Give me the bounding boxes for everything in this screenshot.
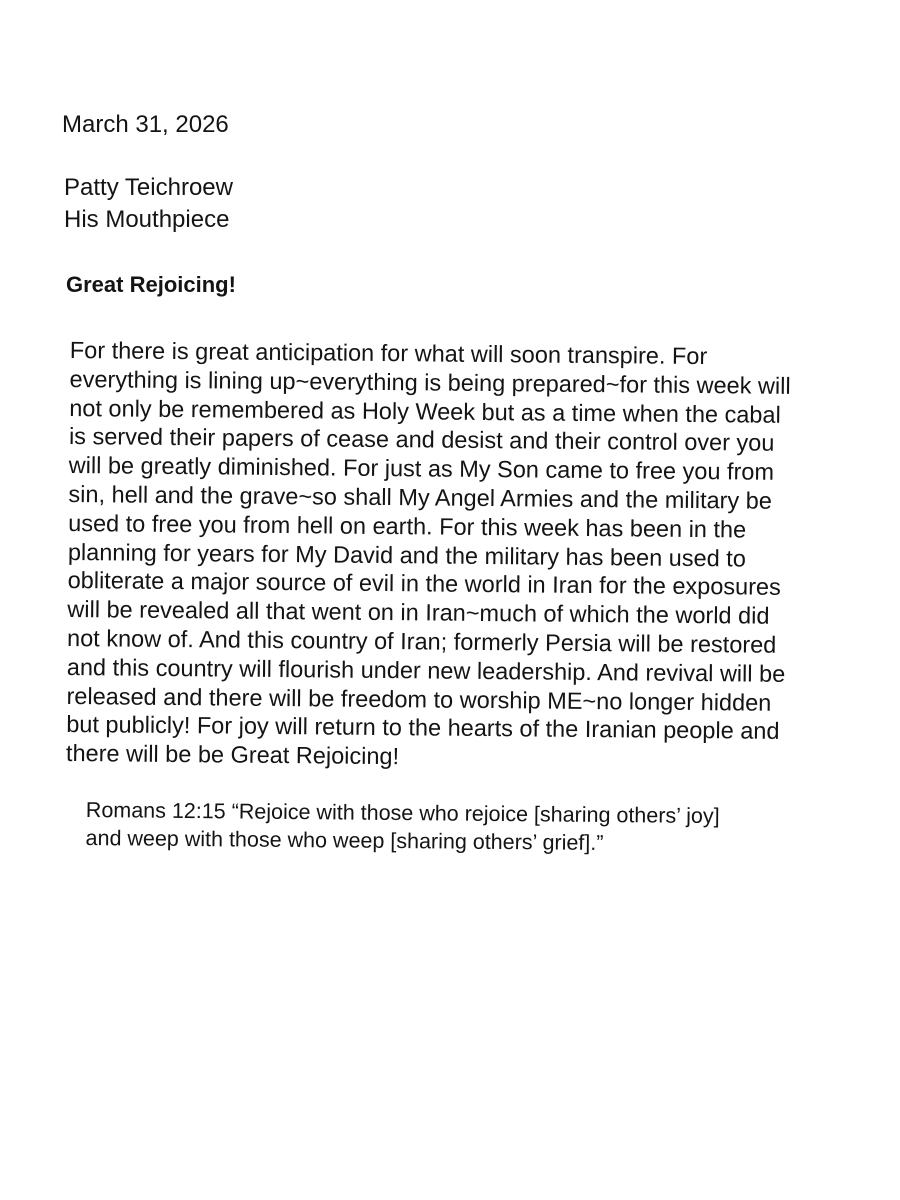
body-line: used to free you from hell on earth. For this week has been in the	[68, 509, 747, 543]
body-line: released and there will be freedom to worship ME~no longer hidden	[66, 682, 772, 716]
body-line: but publicly! For joy will return to the hearts of the Iranian people and	[66, 711, 780, 745]
verse-line: Romans 12:15 “Rejoice with those who rejoice [sharing others’ joy]	[85, 797, 720, 829]
message-body	[66, 336, 791, 775]
author-block	[64, 172, 233, 236]
body-line: there will be be Great Rejoicing!	[65, 740, 400, 770]
body-line: planning for years for My David and the military has been used to	[67, 538, 746, 572]
body-line: not only be remembered as Holy Week but as a time when the cabal	[69, 394, 781, 428]
body-line: and this country will flourish under new leadership. And revival will be	[66, 653, 786, 687]
author-name: Patty Teichroew	[64, 174, 233, 201]
document-title: Great Rejoicing!	[66, 272, 236, 297]
body-line: sin, hell and the grave~so shall My Angel Armies and the military be	[68, 480, 772, 514]
document-date: March 31, 2026	[62, 111, 229, 138]
author-role: His Mouthpiece	[64, 206, 230, 233]
body-line: will be revealed all that went on in Iran~much of which the world did	[67, 596, 770, 629]
body-line: is served their papers of cease and desist and their control over you	[68, 423, 775, 457]
body-line: not know of. And this country of Iran; formerly Persia will be restored	[66, 624, 777, 658]
scripture-quote	[85, 796, 719, 858]
body-line: everything is lining up~everything is being prepared~for this week will	[69, 365, 791, 399]
body-line: will be greatly diminished. For just as My Son came to free you from	[68, 452, 775, 485]
body-line: For there is great anticipation for what will soon transpire. For	[69, 336, 708, 370]
body-line: obliterate a major source of evil in the world in Iran for the exposures	[67, 567, 781, 601]
verse-line: and weep with those who weep [sharing others’ grief].”	[85, 825, 604, 855]
